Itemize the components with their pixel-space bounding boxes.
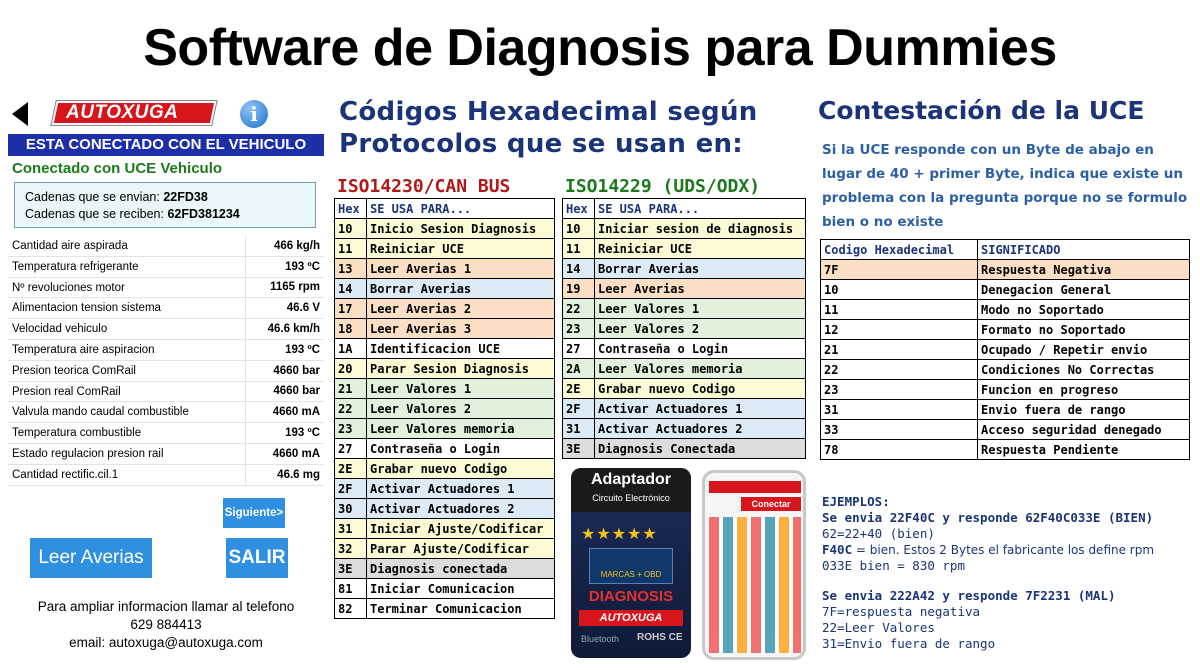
table-row: [335, 319, 555, 339]
chains-sent-value: 22FD38: [163, 190, 208, 204]
hex-code: 22: [821, 360, 978, 380]
code-description: Condiciones No Correctas: [978, 360, 1190, 380]
parameter-label: Velocidad vehiculo: [8, 319, 246, 339]
table-row: [563, 319, 806, 339]
header-code: Codigo Hexadecimal: [821, 240, 978, 260]
parameter-label: Estado regulacion presion rail: [8, 444, 246, 464]
parameter-row: [8, 236, 324, 257]
table-row: [563, 339, 806, 359]
chains-received-label: Cadenas que se reciben:: [25, 207, 164, 221]
hex-code: 21: [335, 379, 367, 399]
hex-codes-title-line1: Códigos Hexadecimal según: [339, 97, 758, 127]
parameter-row: [8, 444, 324, 465]
table-row: [821, 260, 1190, 280]
parameter-value: 4660 bar: [273, 364, 320, 377]
table-row: [335, 419, 555, 439]
chains-received: [25, 206, 305, 223]
parameter-row: [8, 465, 324, 486]
code-description: Iniciar Comunicacion: [367, 579, 555, 599]
contact-info: [8, 598, 324, 652]
example1-line2-code: F40C: [822, 542, 853, 557]
certification-marks: ROHS CE: [637, 632, 683, 643]
parameter-row: [8, 278, 324, 299]
table-row: [335, 559, 555, 579]
mockup-icon-grid: [709, 517, 801, 653]
table-row: [821, 400, 1190, 420]
table-row: [335, 519, 555, 539]
app-topbar: [8, 98, 324, 132]
code-description: Respuesta Pendiente: [978, 440, 1190, 460]
table-row: [563, 299, 806, 319]
hex-code: 31: [335, 519, 367, 539]
hex-code: 20: [335, 359, 367, 379]
hex-code: 12: [821, 320, 978, 340]
logo-text: AUTOXUGA: [66, 102, 179, 123]
chains-received-value: 62FD381234: [167, 207, 240, 221]
parameter-value: 193 ºC: [285, 427, 320, 440]
parameter-label: Presion teorica ComRail: [8, 361, 246, 381]
hex-code: 22: [563, 299, 595, 319]
chains-sent-label: Cadenas que se envian:: [25, 190, 160, 204]
protocol-a-table: [334, 198, 555, 619]
code-description: Respuesta Negativa: [978, 260, 1190, 280]
table-row: [335, 399, 555, 419]
hex-code: 22: [335, 399, 367, 419]
parameter-label: Presion real ComRail: [8, 382, 246, 402]
parameter-row: [8, 298, 324, 319]
hex-code: 17: [335, 299, 367, 319]
table-row: [335, 459, 555, 479]
parameter-label: Temperatura aire aspiracion: [8, 340, 246, 360]
code-description: Iniciar sesion de diagnosis: [595, 219, 806, 239]
parameter-label: Temperatura combustible: [8, 423, 246, 443]
code-description: Ocupado / Repetir envio: [978, 340, 1190, 360]
example1-title: Se envia 22F40C y responde 62F40C033E (BIEN): [822, 510, 1154, 525]
code-description: Activar Actuadores 1: [595, 399, 806, 419]
hex-code: 31: [821, 400, 978, 420]
example1-line2: [822, 542, 1196, 558]
table-row: [335, 259, 555, 279]
table-row: [563, 359, 806, 379]
example2-line2: 22=Leer Valores: [822, 620, 935, 635]
contact-phone: 629 884413: [130, 617, 202, 632]
hex-code: 2E: [335, 459, 367, 479]
code-description: Inicio Sesion Diagnosis: [367, 219, 555, 239]
table-row: [335, 599, 555, 619]
table-header: [335, 199, 555, 219]
header-description: SE USA PARA...: [595, 199, 806, 219]
table-row: [335, 499, 555, 519]
table-row: [335, 339, 555, 359]
example2-line3: 31=Envio fuera de rango: [822, 636, 996, 651]
table-row: [821, 440, 1190, 460]
adapter-subtitle: Circuito Electrónico: [592, 493, 670, 503]
hex-code: 1A: [335, 339, 367, 359]
code-description: Terminar Comunicacion: [367, 599, 555, 619]
adapter-marcas: MARCAS + OBD: [600, 570, 662, 579]
code-description: Formato no Soportado: [978, 320, 1190, 340]
hex-code: 31: [563, 419, 595, 439]
hex-code: 32: [335, 539, 367, 559]
adapter-label: [571, 468, 691, 512]
table-row: [563, 419, 806, 439]
table-row: [821, 300, 1190, 320]
protocol-b-table: [562, 198, 806, 459]
uce-response-description: Si la UCE responde con un Byte de abajo en lugar de 40 + primer Byte, indica que existe un problema con la pregunta porque no se formulo bien o no existe: [822, 142, 1188, 230]
protocol-a-label: ISO14230/CAN BUS: [337, 176, 511, 197]
table-row: [821, 320, 1190, 340]
code-description: Activar Actuadores 1: [367, 479, 555, 499]
parameter-row: [8, 361, 324, 382]
hex-code: 2F: [335, 479, 367, 499]
table-row: [563, 259, 806, 279]
parameter-label: Alimentacion tension sistema: [8, 298, 246, 318]
adapter-diagnosis: DIAGNOSIS: [588, 588, 674, 605]
table-row: [821, 360, 1190, 380]
hex-code: 2E: [563, 379, 595, 399]
parameter-value: 46.6 V: [286, 302, 320, 315]
table-row: [563, 279, 806, 299]
code-description: Diagnosis Conectada: [595, 439, 806, 459]
hex-code: 82: [335, 599, 367, 619]
adapter-title: Adaptador: [591, 471, 671, 488]
parameter-value: 1165 rpm: [270, 281, 320, 294]
hex-code: 11: [563, 239, 595, 259]
hex-code: 21: [821, 340, 978, 360]
next-button[interactable]: Siguiente>: [223, 498, 285, 528]
contact-line: Para ampliar informacion llamar al telefono: [37, 599, 295, 614]
parameter-value: 46.6 km/h: [267, 323, 320, 336]
code-description: Borrar Averias: [367, 279, 555, 299]
code-description: Iniciar Ajuste/Codificar: [367, 519, 555, 539]
parameter-label: Temperatura refrigerante: [8, 257, 246, 277]
parameter-value: 4660 mA: [272, 406, 320, 419]
hex-code: 14: [563, 259, 595, 279]
table-row: [335, 379, 555, 399]
header-code: Hex: [335, 199, 367, 219]
parameter-label: Nº revoluciones motor: [8, 278, 246, 298]
table-row: [563, 399, 806, 419]
example1-line1: 62=22+40 (bien): [822, 526, 935, 541]
table-row: [335, 219, 555, 239]
hex-code: 7F: [821, 260, 978, 280]
example2-title: Se envia 222A42 y responde 7F2231 (MAL): [822, 588, 1116, 603]
code-description: Leer Valores 2: [595, 319, 806, 339]
bluetooth-label: Bluetooth: [581, 634, 620, 644]
header-description: SIGNIFICADO: [978, 240, 1190, 260]
code-description: Leer Averias: [595, 279, 806, 299]
table-row: [335, 359, 555, 379]
parameter-row: [8, 382, 324, 403]
example1-line3: 033E bien = 830 rpm: [822, 558, 965, 573]
table-row: [563, 439, 806, 459]
header-description: SE USA PARA...: [367, 199, 555, 219]
hex-code: 10: [563, 219, 595, 239]
read-faults-button[interactable]: Leer Averias: [30, 538, 152, 578]
table-row: [821, 420, 1190, 440]
info-icon[interactable]: i: [240, 100, 268, 128]
hex-code: 23: [821, 380, 978, 400]
code-description: Contraseña o Login: [367, 439, 555, 459]
code-description: Reiniciar UCE: [595, 239, 806, 259]
chains-box: [14, 182, 316, 228]
code-description: Contraseña o Login: [595, 339, 806, 359]
table-row: [563, 379, 806, 399]
hex-code: 23: [335, 419, 367, 439]
hex-code: 3E: [563, 439, 595, 459]
app-mockup-image: [702, 470, 806, 660]
code-description: Diagnosis conectada: [367, 559, 555, 579]
obd-adapter-image: [571, 468, 691, 658]
connection-status: Conectado con UCE Vehiculo: [12, 160, 223, 177]
code-description: Leer Valores 1: [595, 299, 806, 319]
parameter-row: [8, 340, 324, 361]
table-row: [821, 280, 1190, 300]
parameter-value: 4660 mA: [272, 447, 320, 460]
hex-code: 11: [821, 300, 978, 320]
example2-line1: 7F=respuesta negativa: [822, 604, 981, 619]
table-row: [335, 439, 555, 459]
code-description: Leer Valores memoria: [367, 419, 555, 439]
table-row: [335, 299, 555, 319]
protocol-b-label: ISO14229 (UDS/ODX): [565, 176, 761, 197]
header-code: Hex: [563, 199, 595, 219]
code-description: Funcion en progreso: [978, 380, 1190, 400]
table-row: [563, 239, 806, 259]
code-description: Grabar nuevo Codigo: [367, 459, 555, 479]
code-description: Parar Sesion Diagnosis: [367, 359, 555, 379]
table-header: [821, 240, 1190, 260]
code-description: Leer Averias 1: [367, 259, 555, 279]
examples-title: EJEMPLOS:: [822, 494, 890, 509]
parameter-label: Cantidad rectific.cil.1: [8, 465, 246, 485]
code-description: Leer Valores 1: [367, 379, 555, 399]
connection-banner: ESTA CONECTADO CON EL VEHICULO: [8, 134, 324, 156]
parameter-value: 193 ºC: [285, 260, 320, 273]
example1-line2-text: = bien. Estos 2 Bytes el fabricante los define rpm: [852, 543, 1155, 557]
hex-code: 2F: [563, 399, 595, 419]
adapter-brand: AUTOXUGA: [579, 610, 683, 626]
hex-code: 33: [821, 420, 978, 440]
response-codes-table: [820, 239, 1190, 460]
parameter-label: Cantidad aire aspirada: [8, 236, 246, 256]
autoxuga-logo: [51, 101, 216, 125]
table-row: [335, 279, 555, 299]
table-row: [821, 340, 1190, 360]
table-row: [335, 479, 555, 499]
parameter-value: 193 ºC: [285, 343, 320, 356]
table-row: [821, 380, 1190, 400]
code-description: Activar Actuadores 2: [367, 499, 555, 519]
hex-code: 11: [335, 239, 367, 259]
chains-sent: [25, 189, 305, 206]
parameters-list: [8, 236, 324, 486]
back-arrow-icon[interactable]: [12, 102, 28, 126]
code-description: Denegacion General: [978, 280, 1190, 300]
code-description: Grabar nuevo Codigo: [595, 379, 806, 399]
code-description: Reiniciar UCE: [367, 239, 555, 259]
parameter-row: [8, 423, 324, 444]
hex-code: 19: [563, 279, 595, 299]
hex-code: 10: [335, 219, 367, 239]
hex-code: 30: [335, 499, 367, 519]
parameter-value: 46.6 mg: [277, 468, 320, 481]
contact-email[interactable]: email: autoxuga@autoxuga.com: [69, 635, 263, 650]
code-description: Identificacion UCE: [367, 339, 555, 359]
code-description: Leer Averias 2: [367, 299, 555, 319]
parameter-row: [8, 319, 324, 340]
uce-response-title: Contestación de la UCE: [818, 96, 1145, 125]
hex-code: 23: [563, 319, 595, 339]
hex-code: 78: [821, 440, 978, 460]
parameter-value: 466 kg/h: [273, 239, 320, 252]
table-row: [335, 579, 555, 599]
mockup-logo-bar: [709, 481, 801, 493]
hex-code: 14: [335, 279, 367, 299]
code-description: Borrar Averias: [595, 259, 806, 279]
code-description: Envio fuera de rango: [978, 400, 1190, 420]
parameter-label: Valvula mando caudal combustible: [8, 402, 246, 422]
hex-code: 2A: [563, 359, 595, 379]
code-description: Modo no Soportado: [978, 300, 1190, 320]
code-description: Parar Ajuste/Codificar: [367, 539, 555, 559]
stars-icon: ★★★★★: [581, 526, 658, 543]
code-description: Acceso seguridad denegado: [978, 420, 1190, 440]
phone-app-panel: [8, 98, 324, 663]
table-row: [563, 219, 806, 239]
hex-code: 27: [335, 439, 367, 459]
mockup-connect-button: Conectar: [741, 497, 801, 511]
hex-code: 3E: [335, 559, 367, 579]
hex-code: 10: [821, 280, 978, 300]
hex-code: 27: [563, 339, 595, 359]
hex-codes-title: [339, 96, 809, 160]
hex-code: 18: [335, 319, 367, 339]
table-row: [335, 239, 555, 259]
table-row: [335, 539, 555, 559]
hex-code: 81: [335, 579, 367, 599]
table-header: [563, 199, 806, 219]
hex-code: 13: [335, 259, 367, 279]
hex-codes-title-line2: Protocolos que se usan en:: [339, 129, 744, 159]
parameter-row: [8, 257, 324, 278]
parameter-row: [8, 402, 324, 423]
parameter-value: 4660 bar: [273, 385, 320, 398]
exit-button[interactable]: SALIR: [226, 538, 288, 578]
code-description: Leer Valores 2: [367, 399, 555, 419]
examples-block: [822, 494, 1196, 652]
code-description: Activar Actuadores 2: [595, 419, 806, 439]
main-title: Software de Diagnosis para Dummies: [143, 19, 1057, 77]
code-description: Leer Valores memoria: [595, 359, 806, 379]
code-description: Leer Averias 3: [367, 319, 555, 339]
